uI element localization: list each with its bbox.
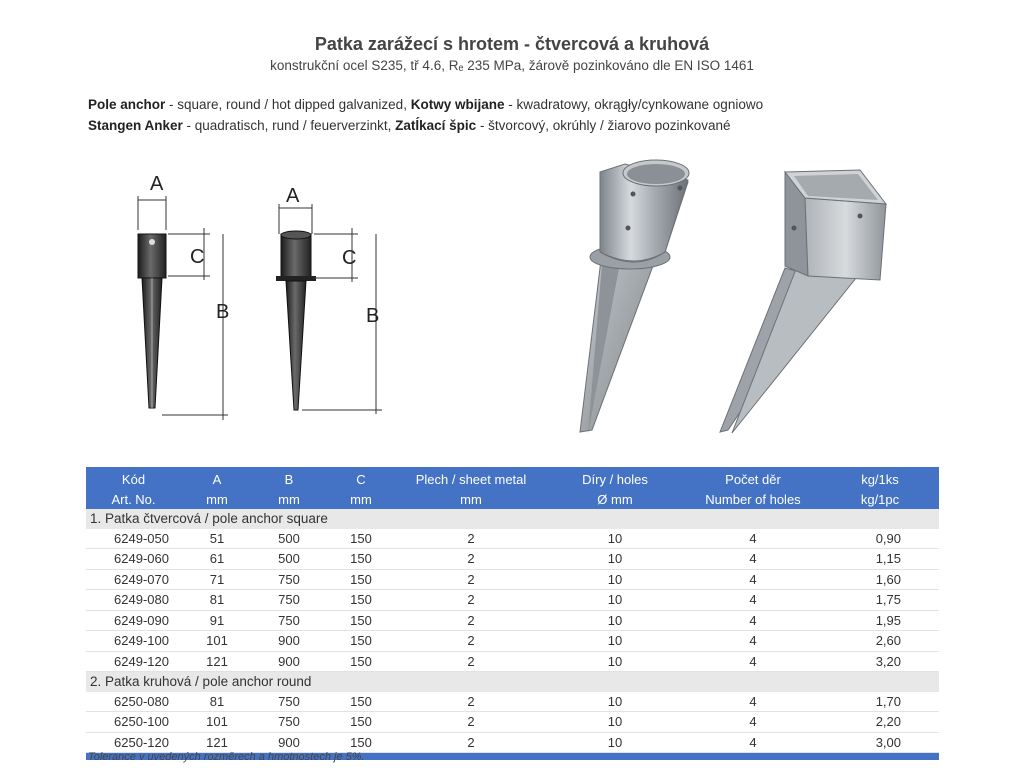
dim-c-cell: 150: [325, 569, 397, 590]
dim-label-c: C: [342, 247, 357, 269]
square-anchor-photo: [710, 168, 900, 440]
sheet-metal-cell: 2: [397, 631, 545, 652]
dim-a-cell: 51: [181, 529, 253, 549]
art-no-cell: 6249-100: [86, 631, 181, 652]
column-subheader: mm: [397, 489, 545, 509]
table-row: [86, 529, 939, 549]
art-no-cell: 6250-120: [86, 732, 181, 753]
column-subheader: Ø mm: [545, 489, 685, 509]
dim-a-cell: 101: [181, 712, 253, 733]
pl-name: Kotwy wbijane: [410, 97, 505, 112]
hole-count-cell: 4: [685, 549, 821, 570]
weight-cell: 2,60: [821, 631, 939, 652]
hole-count-cell: 4: [685, 732, 821, 753]
dim-a-cell: 121: [181, 732, 253, 753]
sheet-metal-cell: 2: [397, 529, 545, 549]
sheet-metal-cell: 2: [397, 569, 545, 590]
dim-a-cell: 81: [181, 692, 253, 712]
weight-cell: 3,00: [821, 732, 939, 753]
square-anchor-drawing: [120, 168, 240, 428]
weight-cell: 3,20: [821, 651, 939, 672]
art-no-cell: 6249-050: [86, 529, 181, 549]
hole-diameter-cell: 10: [545, 590, 685, 611]
pl-desc: - kwadratowy, okrągły/cynkowane ogniowo: [504, 97, 764, 112]
dim-label-a: A: [286, 185, 300, 207]
hole-count-cell: 4: [685, 590, 821, 611]
column-header: kg/1ks: [821, 467, 939, 489]
table-body: [86, 509, 939, 753]
hole-diameter-cell: 10: [545, 549, 685, 570]
sheet-metal-cell: 2: [397, 610, 545, 631]
tolerance-note: Tolerance v uvedených rozměrech a hmotnostech je 5%.: [88, 751, 365, 763]
dim-b-cell: 750: [253, 712, 325, 733]
table-row: [86, 631, 939, 652]
round-anchor-drawing: [262, 182, 392, 417]
hole-diameter-cell: 10: [545, 651, 685, 672]
header-row-1: [86, 467, 939, 489]
section-row: [86, 509, 939, 529]
page-title: Patka zarážecí s hrotem - čtvercová a kruhová: [314, 34, 710, 54]
dim-b-cell: 500: [253, 549, 325, 570]
sheet-metal-cell: 2: [397, 692, 545, 712]
column-header: Díry / holes: [545, 467, 685, 489]
art-no-cell: 6249-120: [86, 651, 181, 672]
dim-b-cell: 750: [253, 610, 325, 631]
hole-count-cell: 4: [685, 569, 821, 590]
round-anchor-photo: [530, 152, 710, 440]
hole-diameter-cell: 10: [545, 529, 685, 549]
en-desc: - square, round / hot dipped galvanized,: [165, 97, 411, 112]
dim-c-cell: 150: [325, 610, 397, 631]
table-row: [86, 590, 939, 611]
dim-c-cell: 150: [325, 590, 397, 611]
hole-diameter-cell: 10: [545, 692, 685, 712]
dim-label-b: B: [216, 301, 230, 323]
weight-cell: 2,20: [821, 712, 939, 733]
dim-a-cell: 91: [181, 610, 253, 631]
dim-label-b: B: [366, 305, 380, 327]
dim-label-a: A: [150, 173, 164, 195]
art-no-cell: 6249-090: [86, 610, 181, 631]
table-row: [86, 712, 939, 733]
column-header: C: [325, 467, 397, 489]
art-no-cell: 6250-100: [86, 712, 181, 733]
language-line-2: [88, 118, 731, 133]
dim-c-cell: 150: [325, 631, 397, 652]
column-header: Kód: [86, 467, 181, 489]
sk-desc: - štvorcový, okrúhly / žiarovo pozinkované: [476, 118, 731, 133]
table-row: [86, 651, 939, 672]
art-no-cell: 6249-080: [86, 590, 181, 611]
weight-cell: 0,90: [821, 529, 939, 549]
weight-cell: 1,15: [821, 549, 939, 570]
table-row: [86, 610, 939, 631]
language-line-1: [88, 97, 763, 112]
sheet-metal-cell: 2: [397, 590, 545, 611]
hole-count-cell: 4: [685, 712, 821, 733]
column-header: Počet děr: [685, 467, 821, 489]
weight-cell: 1,75: [821, 590, 939, 611]
section-row: [86, 672, 939, 692]
column-subheader: kg/1pc: [821, 489, 939, 509]
dim-a-cell: 71: [181, 569, 253, 590]
table-row: [86, 692, 939, 712]
column-subheader: mm: [253, 489, 325, 509]
hole-count-cell: 4: [685, 692, 821, 712]
hole-count-cell: 4: [685, 610, 821, 631]
dim-b-cell: 900: [253, 631, 325, 652]
header-row-2: [86, 489, 939, 509]
dim-b-cell: 900: [253, 651, 325, 672]
dim-c-cell: 150: [325, 692, 397, 712]
column-subheader: mm: [325, 489, 397, 509]
dim-c-cell: 150: [325, 549, 397, 570]
dim-c-cell: 150: [325, 529, 397, 549]
sheet-metal-cell: 2: [397, 651, 545, 672]
dim-a-cell: 61: [181, 549, 253, 570]
dim-c-cell: 150: [325, 732, 397, 753]
dim-c-cell: 150: [325, 651, 397, 672]
sk-name: Zatĺkací špic: [395, 118, 477, 133]
table-row: [86, 732, 939, 753]
section-title: 1. Patka čtvercová / pole anchor square: [86, 509, 939, 529]
table-row: [86, 569, 939, 590]
art-no-cell: 6249-060: [86, 549, 181, 570]
column-header: A: [181, 467, 253, 489]
dim-b-cell: 750: [253, 590, 325, 611]
hole-count-cell: 4: [685, 631, 821, 652]
weight-cell: 1,60: [821, 569, 939, 590]
art-no-cell: 6250-080: [86, 692, 181, 712]
dim-a-cell: 121: [181, 651, 253, 672]
hole-diameter-cell: 10: [545, 569, 685, 590]
column-subheader: Art. No.: [86, 489, 181, 509]
sheet-metal-cell: 2: [397, 549, 545, 570]
hole-count-cell: 4: [685, 529, 821, 549]
column-header: Plech / sheet metal: [397, 467, 545, 489]
hole-diameter-cell: 10: [545, 712, 685, 733]
dim-b-cell: 750: [253, 569, 325, 590]
column-subheader: mm: [181, 489, 253, 509]
dim-a-cell: 81: [181, 590, 253, 611]
hole-diameter-cell: 10: [545, 610, 685, 631]
hole-count-cell: 4: [685, 651, 821, 672]
dim-a-cell: 101: [181, 631, 253, 652]
dim-b-cell: 900: [253, 732, 325, 753]
hole-diameter-cell: 10: [545, 732, 685, 753]
sheet-metal-cell: 2: [397, 732, 545, 753]
sheet-metal-cell: 2: [397, 712, 545, 733]
de-name: Stangen Anker: [88, 118, 183, 133]
dim-b-cell: 500: [253, 529, 325, 549]
dim-label-c: C: [190, 246, 205, 268]
weight-cell: 1,70: [821, 692, 939, 712]
weight-cell: 1,95: [821, 610, 939, 631]
de-desc: - quadratisch, rund / feuerverzinkt,: [182, 118, 396, 133]
column-subheader: Number of holes: [685, 489, 821, 509]
dim-b-cell: 750: [253, 692, 325, 712]
table-row: [86, 549, 939, 570]
section-title: 2. Patka kruhová / pole anchor round: [86, 672, 939, 692]
hole-diameter-cell: 10: [545, 631, 685, 652]
column-header: B: [253, 467, 325, 489]
material-spec: konstrukční ocel S235, tř 4.6, Rₑ 235 MPa, žárově pozinkováno dle EN ISO 1461: [270, 58, 754, 73]
product-table: [86, 467, 939, 760]
en-name: Pole anchor: [88, 97, 166, 112]
dim-c-cell: 150: [325, 712, 397, 733]
art-no-cell: 6249-070: [86, 569, 181, 590]
